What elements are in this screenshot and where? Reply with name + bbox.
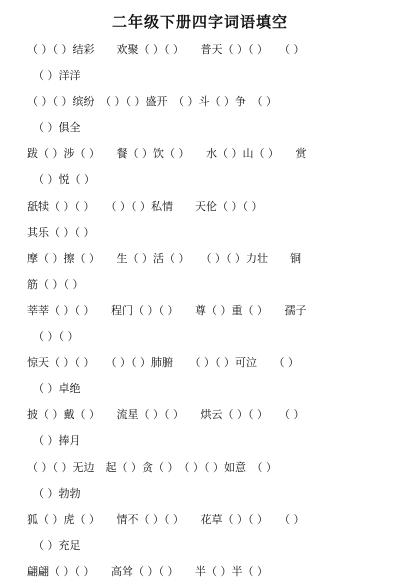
text-line: 莘莘（ ）（ ） 程门（ ）（ ） 尊（ ）重（ ） 孺子: [27, 303, 307, 317]
text-line: 跋（ ）涉（ ） 餐（ ）饮（ ） 水（ ）山（ ） 赏: [27, 147, 307, 161]
text-line: （ ）（ ）无边 起（ ）贪（ ） （ ）（ ）如意 （ ）: [27, 460, 277, 474]
text-line: （ ）（ ）结彩 欢聚（ ）（ ） 普天（ ）（ ） （ ）: [27, 43, 305, 56]
text-line: （ ）捧月: [33, 434, 81, 448]
worksheet-title: 二年级下册四字词语填空: [111, 13, 288, 31]
text-line: （ ）（ ）缤纷 （ ）（ ）盛开 （ ）斗（ ）争 （ ）: [27, 95, 277, 109]
text-line: （ ）（ ）: [33, 330, 79, 344]
text-line: 惊天（ ）（ ） （ ）（ ）肺腑 （ ）（ ）可泣 （ ）: [27, 356, 299, 370]
text-line: 其乐（ ）（ ）: [27, 225, 95, 239]
text-line: （ ）卓绝: [33, 382, 81, 396]
text-line: 筋（ ）（ ）: [27, 277, 84, 291]
text-line: 披（ ）戴（ ） 流星（ ）（ ） 烘云（ ）（ ） （ ）: [27, 408, 305, 422]
fill-in-lines: [0, 37, 400, 585]
text-line: 舐犊（ ）（ ） （ ）（ ）私情 天伦（ ）（ ）: [27, 199, 263, 213]
text-line: 翩翩（ ）（ ） 高耸（ ）（ ） 半（ ）半（ ）: [27, 564, 268, 578]
text-line: （ ）勃勃: [33, 486, 81, 500]
text-line: （ ）俱全: [33, 121, 81, 135]
text-line: （ ）充足: [33, 538, 81, 552]
text-line: （ ）洋洋: [33, 69, 81, 83]
text-line: 狐（ ）虎（ ） 情不（ ）（ ） 花草（ ）（ ） （ ）: [27, 512, 305, 526]
text-line: （ ）悦（ ）: [33, 173, 95, 187]
text-line: 摩（ ）擦（ ） 生（ ）活（ ） （ ）（ ）力壮 铜: [27, 251, 301, 265]
